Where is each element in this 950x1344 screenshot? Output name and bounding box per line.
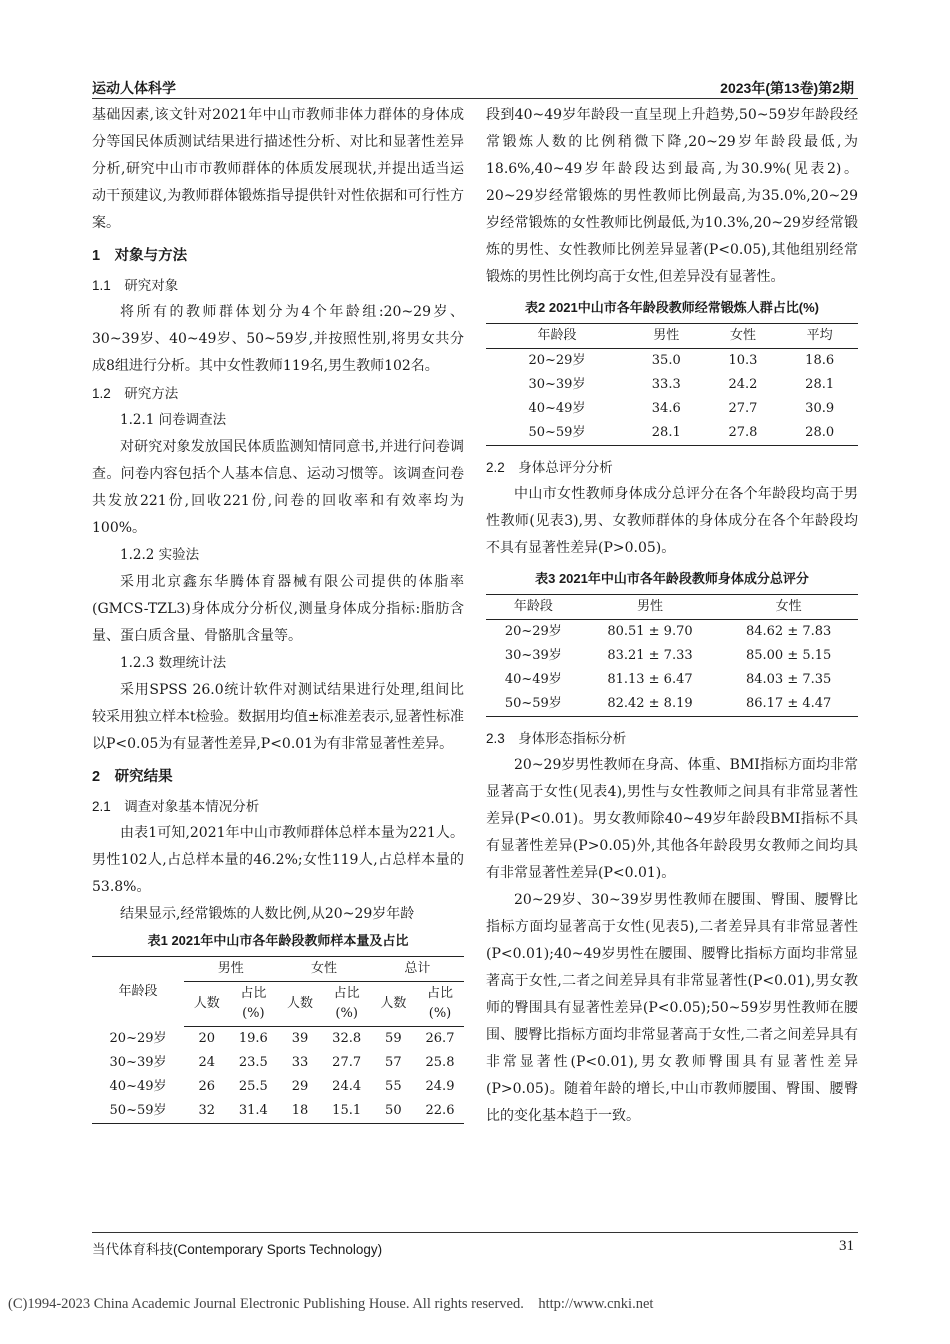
table-cell: 39 xyxy=(291,1031,309,1046)
running-header-journal: 运动人体科学 xyxy=(92,80,176,96)
table2-header: 男性 xyxy=(628,324,705,349)
table-cell: 20 xyxy=(198,1031,215,1046)
paragraph-results-start: 结果显示,经常锻炼的人数比例,从20~29岁年龄 xyxy=(120,906,415,922)
table1-header-female: 女性 xyxy=(277,957,370,982)
table-row xyxy=(486,620,858,645)
table1-header-count: 人数 xyxy=(184,982,229,1027)
table3-header: 女性 xyxy=(719,595,858,620)
section-heading-2-2: 2.2 身体总评分分析 xyxy=(486,460,613,475)
paragraph-experiment: 采用北京鑫东华腾体育器械有限公司提供的体脂率(GMCS-TZL3)身体成分分析仪,测量身体成分指标:脂肪含量、蛋白质含量、骨骼肌含量等。 xyxy=(92,574,464,644)
table-cell: 28.1 xyxy=(628,421,705,446)
table-cell: 81.13 ± 6.47 xyxy=(607,672,693,687)
table-cell: 26.7 xyxy=(425,1031,455,1046)
table-cell: 27.8 xyxy=(705,421,782,446)
section-heading-1: 1 对象与方法 xyxy=(92,248,188,264)
table2-header: 平均 xyxy=(781,324,858,349)
table3-header: 年龄段 xyxy=(486,595,581,620)
table-cell: 82.42 ± 8.19 xyxy=(581,692,720,717)
table-cell: 30.9 xyxy=(805,401,835,416)
copyright-notice: (C)1994-2023 China Academic Journal Electronic Publishing House. All rights reserved. http://www.cnki.net xyxy=(8,1296,654,1312)
table-cell: 24.4 xyxy=(332,1079,362,1094)
footer-journal: 当代体育科技(Contemporary Sports Technology) xyxy=(92,1242,383,1257)
right-column xyxy=(486,102,858,1130)
table-row xyxy=(486,421,858,446)
section-heading-2: 2 研究结果 xyxy=(92,769,173,785)
table-cell: 29 xyxy=(291,1079,309,1094)
section-heading-2-1: 2.1 调查对象基本情况分析 xyxy=(92,799,260,814)
table-cell: 86.17 ± 4.47 xyxy=(719,692,858,717)
table-cell: 10.3 xyxy=(728,353,758,368)
table3-caption: 表3 2021年中山市各年龄段教师身体成分总评分 xyxy=(535,571,809,586)
table1-header-pct: 占比(%) xyxy=(229,982,277,1027)
table1-header-male: 男性 xyxy=(184,957,277,982)
table-cell: 84.03 ± 7.35 xyxy=(745,672,832,687)
table-cell: 23.5 xyxy=(238,1055,268,1070)
table-cell: 33 xyxy=(291,1055,309,1070)
table-cell: 50~59岁 xyxy=(486,421,628,446)
table1 xyxy=(92,956,464,1124)
table-cell: 83.21 ± 7.33 xyxy=(607,648,693,663)
table-cell: 28.0 xyxy=(781,421,858,446)
table-cell: 84.62 ± 7.83 xyxy=(745,624,832,639)
table-row xyxy=(92,1027,464,1052)
table2 xyxy=(486,323,858,446)
table-cell: 55 xyxy=(385,1079,402,1094)
table-cell: 33.3 xyxy=(651,377,681,392)
table1-header-age: 年龄段 xyxy=(92,957,184,1027)
table-cell: 40~49岁 xyxy=(528,401,586,416)
table-cell: 30~39岁 xyxy=(504,648,562,663)
table-cell: 30~39岁 xyxy=(528,377,586,392)
table3 xyxy=(486,594,858,717)
table-cell: 20~29岁 xyxy=(109,1030,167,1046)
table-cell: 24.2 xyxy=(728,377,758,392)
table-cell: 27.7 xyxy=(332,1055,362,1070)
paragraph-intro-cont: 基础因素,该文针对2021年中山市教师非体力群体的身体成分等国民体质测试结果进行描述性分析、对比和显著性差异分析,研究中山市市教师群体的体质发展现状,并提出适当运动干预建议,为教师群体锻炼指导提供针对性依据和可行性方案。 xyxy=(92,107,464,231)
page-number: 31 xyxy=(839,1238,854,1254)
paragraph-statistics: 采用SPSS 26.0统计软件对测试结果进行处理,组间比较采用独立样本t检验。数据用均值±标准差表示,显著性标准以P<0.05为有显著性差异,P<0.01为有非常显著性差异。 xyxy=(92,682,464,752)
table-cell: 34.6 xyxy=(651,401,681,416)
table-row xyxy=(486,397,858,421)
table-row xyxy=(486,644,858,668)
table-cell: 19.6 xyxy=(238,1031,268,1046)
table-cell: 50~59岁 xyxy=(486,692,581,717)
table-cell: 24 xyxy=(198,1055,215,1070)
table-cell: 85.00 ± 5.15 xyxy=(745,648,832,663)
table-cell: 15.1 xyxy=(323,1099,371,1124)
table-cell: 28.1 xyxy=(805,377,835,392)
table-cell: 31.4 xyxy=(229,1099,277,1124)
paragraph-questionnaire: 对研究对象发放国民体质监测知情同意书,并进行问卷调查。问卷内容包括个人基本信息、运动习惯等。该调查问卷共发放221份,回收221份,问卷的回收率和有效率均为100%。 xyxy=(92,439,464,536)
section-heading-1-1: 1.1 研究对象 xyxy=(92,278,179,293)
section-heading-1-2: 1.2 研究方法 xyxy=(92,386,179,401)
table1-header-pct: 占比(%) xyxy=(416,982,464,1027)
table-cell: 25.8 xyxy=(425,1055,455,1070)
table-cell: 24.9 xyxy=(425,1079,455,1094)
table2-header: 年龄段 xyxy=(486,324,628,349)
table-cell: 57 xyxy=(385,1055,402,1070)
paragraph-morphology-b: 20~29岁、30~39岁男性教师在腰围、臀围、腰臀比指标方面均显著高于女性(见表5),二者差异具有非常显著性(P<0.01);40~49岁男性在腰围、腰臀比指标方面均非常显著高于女性,二者之间差异具有非常显著性(P<0.01),男女教师的臀围具有显著性差异(P<0.05);50~59岁男性教师在腰围、腰臀比指标方面均非常显著高于女性,二者之间差异具有非常显著性(P<0.01),男女教师臀围具有显著性差异(P>0.05)。随着年龄的增长,中山市教师腰围、臀围、腰臀比的变化基本趋于一致。 xyxy=(486,892,858,1124)
table-cell: 80.51 ± 9.70 xyxy=(607,624,693,639)
table-row xyxy=(92,1051,464,1075)
table1-header-count: 人数 xyxy=(277,982,322,1027)
table-cell: 59 xyxy=(385,1031,402,1046)
table-cell: 18 xyxy=(277,1099,322,1124)
table-cell: 20~29岁 xyxy=(528,353,586,368)
table2-header: 女性 xyxy=(705,324,782,349)
left-column xyxy=(92,102,464,1124)
table-cell: 35.0 xyxy=(651,353,681,368)
table1-header-count: 人数 xyxy=(371,982,416,1027)
table-cell: 40~49岁 xyxy=(504,672,562,687)
table-row xyxy=(92,1075,464,1099)
table2-caption: 表2 2021中山市各年龄段教师经常锻炼人群占比(%) xyxy=(525,300,819,315)
section-heading-1-2-3: 1.2.3 数理统计法 xyxy=(120,655,227,671)
table3-header: 男性 xyxy=(581,595,720,620)
table-cell: 27.7 xyxy=(728,401,758,416)
table-row xyxy=(486,668,858,692)
table-cell: 18.6 xyxy=(805,353,835,368)
table-cell: 25.5 xyxy=(238,1079,268,1094)
table-cell: 32 xyxy=(184,1099,229,1124)
table-cell: 20~29岁 xyxy=(504,624,562,639)
running-header-issue: 2023年(第13卷)第2期 xyxy=(720,80,854,96)
table1-header-total: 总计 xyxy=(371,957,464,982)
paragraph-subjects: 将所有的教师群体划分为4个年龄组:20~29岁、30~39岁、40~49岁、50~59岁,并按照性别,将男女共分成8组进行分析。其中女性教师119名,男生教师102名。 xyxy=(92,304,464,374)
table-cell: 26 xyxy=(198,1079,215,1094)
section-heading-1-2-2: 1.2.2 实验法 xyxy=(120,547,200,563)
section-heading-1-2-1: 1.2.1 问卷调查法 xyxy=(120,412,227,428)
paragraph-morphology-a: 20~29岁男性教师在身高、体重、BMI指标方面均非常显著高于女性(见表4),男性与女性教师之间具有非常显著性差异(P<0.01)。男女教师除40~49岁年龄段BMI指标不具有显著性差异(P>0.05)外,其他各年龄段男女教师之间均具有非常显著性差异(P<0.01)。 xyxy=(486,757,858,881)
table-row xyxy=(486,349,858,374)
footer-rule xyxy=(92,1232,858,1233)
table1-caption: 表1 2021年中山市各年龄段教师样本量及占比 xyxy=(147,933,409,948)
table-row xyxy=(486,692,858,717)
table-cell: 32.8 xyxy=(332,1031,362,1046)
table-row xyxy=(92,1099,464,1124)
paragraph-sample-overview: 由表1可知,2021年中山市教师群体总样本量为221人。男性102人,占总样本量的46.2%;女性119人,占总样本量的53.8%。 xyxy=(92,825,464,895)
table1-header-pct: 占比(%) xyxy=(323,982,371,1027)
table-row xyxy=(486,373,858,397)
paragraph-total-score: 中山市女性教师身体成分总评分在各个年龄段均高于男性教师(见表3),男、女教师群体的身体成分在各个年龄段均不具有显著性差异(P>0.05)。 xyxy=(486,486,858,556)
paragraph-exercise-trend: 段到40~49岁年龄段一直呈现上升趋势,50~59岁年龄段经常锻炼人数的比例稍微下降,20~29岁年龄段最低,为18.6%,40~49岁年龄段达到最高,为30.9%(见表2)。20~29岁经常锻炼的男性教师比例最高,为35.0%,20~29岁经常锻炼的女性教师比例最低,为10.3%,20~29岁经常锻炼的男性、女性教师比例差异显著(P<0.05),其他组别经常锻炼的男性比例均高于女性,但差异没有显著性。 xyxy=(486,107,858,285)
header-rule xyxy=(92,98,858,99)
table-cell: 50~59岁 xyxy=(92,1099,184,1124)
table-cell: 22.6 xyxy=(416,1099,464,1124)
table-cell: 40~49岁 xyxy=(109,1079,167,1094)
section-heading-2-3: 2.3 身体形态指标分析 xyxy=(486,731,627,746)
table-cell: 50 xyxy=(371,1099,416,1124)
table-cell: 30~39岁 xyxy=(109,1055,167,1070)
